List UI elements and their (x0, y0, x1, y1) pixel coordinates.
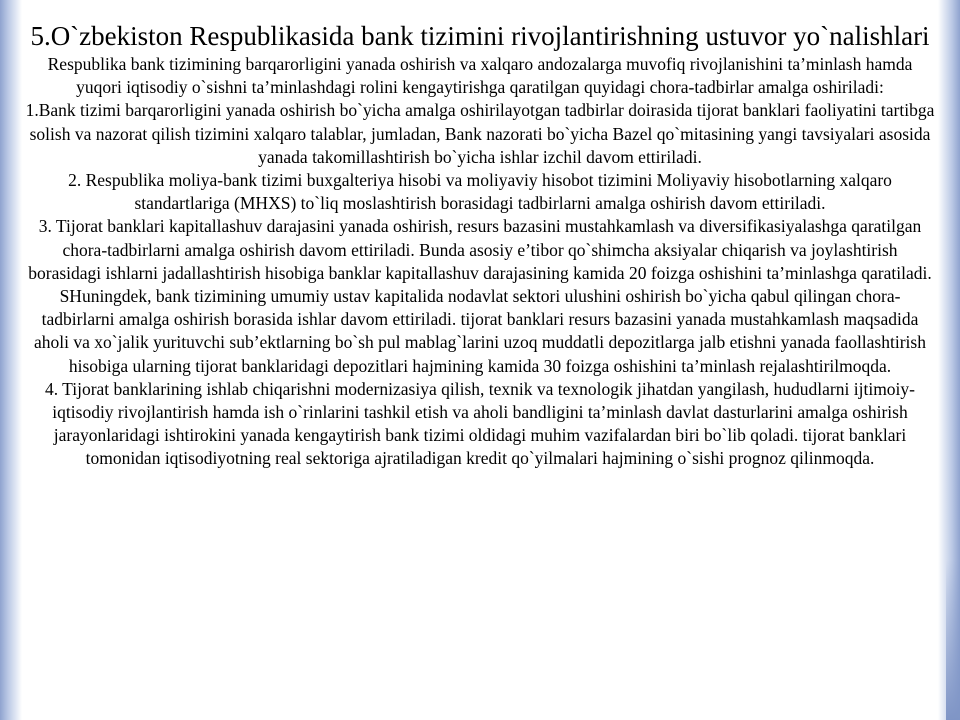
list-item-1: 1.Bank tizimi barqarorligini yanada oshirish bo`yicha amalga oshirilayotgan tadbirlar doirasida tijorat banklari faoliyatini tartibga solish va nazorat qilish tizimini xalqaro talablar, jumladan, Bank nazorati bo`yicha Bazel qo`mitasining yangi tavsiyalari asosida yanada takomillashtirish bo`yicha ishlar izchil davom ettiriladi. (25, 100, 935, 167)
slide-body (24, 53, 936, 471)
list-item-3: 3. Tijorat banklari kapitallashuv darajasini yanada oshirish, resurs bazasini mustahkamlash va diversifikasiyalashga qaratilgan chora-tadbirlarni amalga oshirish davom ettiriladi. Bunda asosiy e’tibor qo`shimcha aksiyalar chiqarish va joylashtirish borasidagi ishlarni jadallashtirish hisobiga banklar kapitallashuv darajasining kamida 20 foizga oshishini ta’minlashga qaratiladi. SHuningdek, bank tizimining umumiy ustav kapitalida nodavlat sektori ulushini oshirish bo`yicha qabul qilingan chora-tadbirlarni amalga oshirish borasida ishlar davom ettiriladi. tijorat banklari resurs bazasini yanada mustahkamlash maqsadida aholi va xo`jalik yurituvchi sub’ektlarning bo`sh pul mablag`larini uzoq muddatli depozitlarga jalb etishni yanada faollashtirish hisobiga ularning tijorat banklaridagi depozitlari hajmining kamida 30 foizga oshishini ta’minlash rejalashtirilmoqda. (28, 216, 932, 376)
intro-paragraph: Respublika bank tizimining barqarorligini yanada oshirish va xalqaro andozalarga muvofiq rivojlanishini ta’minlash hamda yuqori iqtisodiy o`sishni ta’minlashdagi rolini kengaytirishga qaratilgan quyidagi chora-tadbirlar amalga oshiriladi: (47, 54, 913, 98)
list-item-2: 2. Respublika moliya-bank tizimi buxgalteriya hisobi va moliyaviy hisobot tizimini Moliyaviy hisobotlarning xalqaro standartlariga (MHXS) to`liq moslashtirish borasidagi tadbirlarni amalga oshirish davom ettiriladi. (68, 170, 892, 214)
left-edge-decoration (0, 0, 22, 720)
slide-content (24, 20, 936, 720)
list-item-4: 4. Tijorat banklarining ishlab chiqarishni modernizasiya qilish, texnik va texnologik jihatdan yangilash, hududlarni ijtimoiy-iqtisodiy rivojlantirish hamda ish o`rinlarini tashkil etish va aholi bandligini ta’minlash davlat dasturlarini amalga oshirish jarayonlaridagi ishtirokini yanada kengaytirish bank tizimi oldidagi muhim vazifalardan biri bo`lib qoladi. tijorat banklari tomonidan iqtisodiyotning real sektoriga ajratiladigan kredit qo`yilmalari hajmining o`sishi prognoz qilinmoqda. (44, 378, 915, 469)
right-edge-accent (946, 560, 960, 720)
slide-title: 5.O`zbekiston Respublikasida bank tizimini rivojlantirishning ustuvor yo`nalishlari (30, 21, 930, 51)
